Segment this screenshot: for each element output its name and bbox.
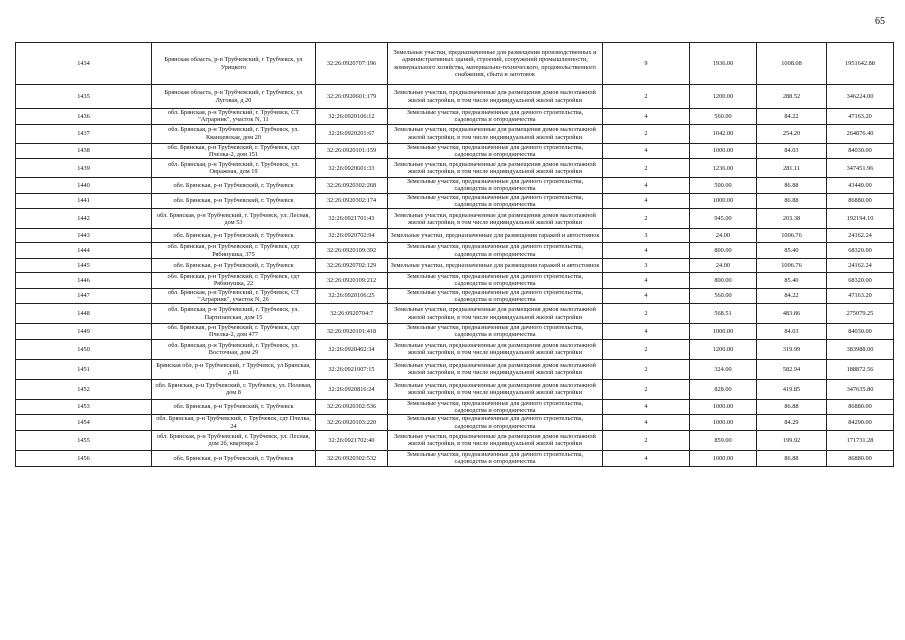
page-number: 65 xyxy=(875,16,885,27)
group-cell: 4 xyxy=(603,399,690,415)
group-cell: 4 xyxy=(603,415,690,431)
land-use-cell: Земельные участки, предназначенные для дачного строительства, садоводства и огородничества xyxy=(388,450,603,466)
row-number-cell: 1452 xyxy=(16,379,152,399)
specific-value-cell: 86.88 xyxy=(757,193,827,209)
cadastral-value-cell: 84290.00 xyxy=(827,415,894,431)
group-cell: 4 xyxy=(603,193,690,209)
cadastral-number-cell: 32:26:0921007:15 xyxy=(316,359,388,379)
row-number-cell: 1436 xyxy=(16,109,152,125)
land-use-cell: Земельные участки, предназначенные для дачного строительства, садоводства и огородничества xyxy=(388,399,603,415)
cadastral-number-cell: 32:26:0920109:392 xyxy=(316,243,388,259)
land-use-cell: Земельные участки, предназначенные для дачного строительства, садоводства и огородничества xyxy=(388,272,603,288)
cadastral-number-cell: 32:26:0920106:12 xyxy=(316,109,388,125)
address-cell: обл. Брянская, р-н Трубчевский, г. Трубчевск, ул. Лесная, дом 53 xyxy=(152,209,316,229)
area-cell: 560.00 xyxy=(690,109,757,125)
row-number-cell: 1442 xyxy=(16,209,152,229)
cadastral-number-cell: 32:26:0920109:212 xyxy=(316,272,388,288)
area-cell: 324.00 xyxy=(690,359,757,379)
specific-value-cell: 582.94 xyxy=(757,359,827,379)
cadastral-number-cell: 32:26:0920201:67 xyxy=(316,124,388,143)
row-number-cell: 1445 xyxy=(16,258,152,272)
cadastral-value-cell: 86880.00 xyxy=(827,193,894,209)
group-cell: 3 xyxy=(603,258,690,272)
specific-value-cell: 483.86 xyxy=(757,304,827,324)
land-use-cell: Земельные участки, предназначенные для дачного строительства, садоводства и огородничества xyxy=(388,143,603,159)
cadastral-number-cell: 32:26:0920302:532 xyxy=(316,450,388,466)
address-cell: обл. Брянская, р-н Трубчевский, г. Трубчевск xyxy=(152,229,316,243)
cadastral-value-cell: 86880.00 xyxy=(827,450,894,466)
specific-value-cell: 281.11 xyxy=(757,159,827,178)
address-cell: обл. Брянская, р-н Трубчевский, г. Трубчевск, сдт Рябинушка, 22 xyxy=(152,272,316,288)
area-cell: 1200.00 xyxy=(690,339,757,359)
table-row xyxy=(16,399,894,415)
cadastral-value-cell: 171731.28 xyxy=(827,430,894,450)
group-cell: 9 xyxy=(603,43,690,85)
area-cell: 1936.00 xyxy=(690,43,757,85)
row-number-cell: 1440 xyxy=(16,178,152,194)
table-row xyxy=(16,159,894,178)
land-use-cell: Земельные участки, предназначенные для размещения домов малоэтажной жилой застройки, в том числе индивидуальной жилой застройки xyxy=(388,359,603,379)
cadastral-value-cell: 86880.00 xyxy=(827,399,894,415)
land-use-cell: Земельные участки, предназначенные для размещения домов малоэтажной жилой застройки, в том числе индивидуальной жилой застройки xyxy=(388,430,603,450)
table-row xyxy=(16,324,894,340)
table-row xyxy=(16,229,894,243)
cadastral-value-cell: 188872.56 xyxy=(827,359,894,379)
table-row xyxy=(16,430,894,450)
cadastral-value-cell: 68320.00 xyxy=(827,243,894,259)
area-cell: 24.00 xyxy=(690,229,757,243)
specific-value-cell: 86.88 xyxy=(757,450,827,466)
group-cell: 2 xyxy=(603,430,690,450)
address-cell: Брянская обл, р-н Трубчевский, г Трубчевск, ул Брянская, д 81 xyxy=(152,359,316,379)
address-cell: обл. Брянская, р-н Трубчевский, г. Трубчевск xyxy=(152,450,316,466)
specific-value-cell: 1006.76 xyxy=(757,258,827,272)
address-cell: обл. Брянская, р-н Трубчевский, г. Трубчевск, сдт Пчелка-2, дом 151 xyxy=(152,143,316,159)
row-number-cell: 1447 xyxy=(16,288,152,304)
group-cell: 4 xyxy=(603,450,690,466)
land-use-cell: Земельные участки, предназначенные для размещения домов малоэтажной жилой застройки, в том числе индивидуальной жилой застройки xyxy=(388,339,603,359)
land-use-cell: Земельные участки, предназначенные для дачного строительства, садоводства и огородничества xyxy=(388,324,603,340)
area-cell: 500.00 xyxy=(690,178,757,194)
row-number-cell: 1453 xyxy=(16,399,152,415)
specific-value-cell: 86.88 xyxy=(757,178,827,194)
table-row xyxy=(16,339,894,359)
cadastral-number-cell: 32:26:0921702:40 xyxy=(316,430,388,450)
land-use-cell: Земельные участки, предназначенные для дачного строительства, садоводства и огородничества xyxy=(388,109,603,125)
group-cell: 4 xyxy=(603,143,690,159)
cadastral-number-cell: 32:26:0920106:25 xyxy=(316,288,388,304)
cadastral-number-cell: 32:26:0920704:7 xyxy=(316,304,388,324)
address-cell: обл. Брянская, р-н Трубчевский, г. Трубчевск, ул. Полевая, дом 8 xyxy=(152,379,316,399)
table-row xyxy=(16,178,894,194)
cadastral-number-cell: 32:26:0920101:418 xyxy=(316,324,388,340)
table-row xyxy=(16,415,894,431)
land-use-cell: Земельные участки, предназначенные для размещения производственных и административных зданий, строений, сооружений промышленности, коммунального хозяйства, материально-технического, продовольственного снабжения, сбыта и заготовок xyxy=(388,43,603,85)
cadastral-value-cell: 264876.40 xyxy=(827,124,894,143)
table-body xyxy=(16,43,894,467)
table-row xyxy=(16,43,894,85)
specific-value-cell: 319.99 xyxy=(757,339,827,359)
address-cell: обл. Брянская, р-н Трубчевский, г. Трубчевск xyxy=(152,178,316,194)
row-number-cell: 1451 xyxy=(16,359,152,379)
cadastral-value-cell: 24162.24 xyxy=(827,229,894,243)
group-cell: 2 xyxy=(603,85,690,109)
land-use-cell: Земельные участки, предназначенные для дачного строительства, садоводства и огородничества xyxy=(388,288,603,304)
row-number-cell: 1446 xyxy=(16,272,152,288)
cadastral-value-cell: 383988.00 xyxy=(827,339,894,359)
cadastral-value-cell: 68320.00 xyxy=(827,272,894,288)
specific-value-cell: 84.03 xyxy=(757,324,827,340)
address-cell: обл. Брянская, р-н Трубчевский, г. Трубчевск, сдт Пчелка-2, дом 477 xyxy=(152,324,316,340)
address-cell: обл. Брянская, р-н Трубчевский, г. Трубчевск xyxy=(152,399,316,415)
cadastral-value-cell: 84030.00 xyxy=(827,143,894,159)
specific-value-cell: 85.40 xyxy=(757,272,827,288)
row-number-cell: 1434 xyxy=(16,43,152,85)
area-cell: 800.00 xyxy=(690,243,757,259)
table-row xyxy=(16,193,894,209)
table-row xyxy=(16,243,894,259)
cadastral-number-cell: 32:26:0920601:179 xyxy=(316,85,388,109)
cadastral-number-cell: 32:26:0920707:196 xyxy=(316,43,388,85)
area-cell: 1000.00 xyxy=(690,450,757,466)
group-cell: 4 xyxy=(603,324,690,340)
specific-value-cell: 203.38 xyxy=(757,209,827,229)
cadastral-value-cell: 47163.20 xyxy=(827,288,894,304)
group-cell: 4 xyxy=(603,288,690,304)
specific-value-cell: 84.22 xyxy=(757,288,827,304)
row-number-cell: 1454 xyxy=(16,415,152,431)
row-number-cell: 1439 xyxy=(16,159,152,178)
area-cell: 1042.00 xyxy=(690,124,757,143)
cadastral-value-cell: 347451.96 xyxy=(827,159,894,178)
address-cell: обл. Брянская, р-н Трубчевский, г. Трубчевск, ул. Овражная, дом 19 xyxy=(152,159,316,178)
row-number-cell: 1438 xyxy=(16,143,152,159)
area-cell: 828.00 xyxy=(690,379,757,399)
group-cell: 2 xyxy=(603,339,690,359)
cadastral-number-cell: 32:26:0920302:536 xyxy=(316,399,388,415)
group-cell: 4 xyxy=(603,243,690,259)
specific-value-cell: 1008.08 xyxy=(757,43,827,85)
address-cell: обл. Брянская, р-н Трубчевский, г. Трубчевск, ул. Лесная, дом 2б, квартира 2 xyxy=(152,430,316,450)
specific-value-cell: 84.22 xyxy=(757,109,827,125)
area-cell: 1236.00 xyxy=(690,159,757,178)
group-cell: 4 xyxy=(603,272,690,288)
group-cell: 4 xyxy=(603,178,690,194)
land-use-cell: Земельные участки, предназначенные для размещения домов малоэтажной жилой застройки, в том числе индивидуальной жилой застройки xyxy=(388,379,603,399)
address-cell: обл. Брянская, р-н Трубчевский, г. Трубчевск, сдт Пчелка, 24 xyxy=(152,415,316,431)
land-use-cell: Земельные участки, предназначенные для дачного строительства, садоводства и огородничества xyxy=(388,243,603,259)
cadastral-number-cell: 32:26:0920702:94 xyxy=(316,229,388,243)
specific-value-cell: 419.85 xyxy=(757,379,827,399)
land-use-cell: Земельные участки, предназначенные для размещения гаражей и автостоянок xyxy=(388,258,603,272)
cadastral-value-cell: 275079.25 xyxy=(827,304,894,324)
area-cell: 1000.00 xyxy=(690,415,757,431)
cadastral-value-cell: 192194.10 xyxy=(827,209,894,229)
address-cell: Брянская область, р-н Трубчевский, г Трубчевск, ул Луговая, д 20 xyxy=(152,85,316,109)
area-cell: 1000.00 xyxy=(690,324,757,340)
group-cell: 2 xyxy=(603,304,690,324)
area-cell: 1200.00 xyxy=(690,85,757,109)
land-use-cell: Земельные участки, предназначенные для размещения домов малоэтажной жилой застройки, в том числе индивидуальной жилой застройки xyxy=(388,159,603,178)
group-cell: 2 xyxy=(603,124,690,143)
area-cell: 800.00 xyxy=(690,272,757,288)
land-use-cell: Земельные участки, предназначенные для дачного строительства, садоводства и огородничества xyxy=(388,178,603,194)
table-row xyxy=(16,288,894,304)
area-cell: 560.00 xyxy=(690,288,757,304)
group-cell: 2 xyxy=(603,209,690,229)
area-cell: 1000.00 xyxy=(690,399,757,415)
land-use-cell: Земельные участки, предназначенные для размещения домов малоэтажной жилой застройки, в том числе индивидуальной жилой застройки xyxy=(388,124,603,143)
table-row xyxy=(16,124,894,143)
land-use-cell: Земельные участки, предназначенные для размещения домов малоэтажной жилой застройки, в том числе индивидуальной жилой застройки xyxy=(388,209,603,229)
cadastral-number-cell: 32:26:0920302:174 xyxy=(316,193,388,209)
table-row xyxy=(16,258,894,272)
cadastral-value-table xyxy=(15,42,894,467)
table-row xyxy=(16,304,894,324)
specific-value-cell: 199.92 xyxy=(757,430,827,450)
row-number-cell: 1449 xyxy=(16,324,152,340)
cadastral-value-cell: 1951642.88 xyxy=(827,43,894,85)
address-cell: обл. Брянская, р-н Трубчевский, г. Трубчевск, сдт Рябинушка, 375 xyxy=(152,243,316,259)
cadastral-number-cell: 32:26:0920101:159 xyxy=(316,143,388,159)
group-cell: 2 xyxy=(603,379,690,399)
table-row xyxy=(16,109,894,125)
area-cell: 24.00 xyxy=(690,258,757,272)
specific-value-cell: 85.40 xyxy=(757,243,827,259)
address-cell: обл. Брянская, р-н Трубчевский, г. Трубчевск, СТ "Аграрник", участок N, 26 xyxy=(152,288,316,304)
specific-value-cell: 86.88 xyxy=(757,399,827,415)
area-cell: 1000.00 xyxy=(690,193,757,209)
row-number-cell: 1441 xyxy=(16,193,152,209)
specific-value-cell: 84.03 xyxy=(757,143,827,159)
row-number-cell: 1456 xyxy=(16,450,152,466)
land-use-cell: Земельные участки, предназначенные для дачного строительства, садоводства и огородничества xyxy=(388,415,603,431)
address-cell: обл. Брянская, р-н Трубчевский, г. Трубчевск, ул. Восточная, дом 29 xyxy=(152,339,316,359)
cadastral-value-cell: 24162.24 xyxy=(827,258,894,272)
group-cell: 3 xyxy=(603,229,690,243)
table-row xyxy=(16,272,894,288)
cadastral-number-cell: 32:26:0920702:129 xyxy=(316,258,388,272)
area-cell: 945.00 xyxy=(690,209,757,229)
table-row xyxy=(16,379,894,399)
group-cell: 2 xyxy=(603,359,690,379)
row-number-cell: 1443 xyxy=(16,229,152,243)
land-use-cell: Земельные участки, предназначенные для размещения домов малоэтажной жилой застройки, в том числе индивидуальной жилой застройки xyxy=(388,304,603,324)
cadastral-number-cell: 32:26:0921701:43 xyxy=(316,209,388,229)
row-number-cell: 1455 xyxy=(16,430,152,450)
cadastral-number-cell: 32:26:0920302:268 xyxy=(316,178,388,194)
cadastral-value-cell: 346224.00 xyxy=(827,85,894,109)
table-row xyxy=(16,359,894,379)
group-cell: 2 xyxy=(603,159,690,178)
cadastral-value-cell: 347635.80 xyxy=(827,379,894,399)
area-cell: 568.51 xyxy=(690,304,757,324)
table-row xyxy=(16,209,894,229)
area-cell: 859.00 xyxy=(690,430,757,450)
cadastral-number-cell: 32:26:0920402:34 xyxy=(316,339,388,359)
specific-value-cell: 1006.76 xyxy=(757,229,827,243)
cadastral-value-cell: 43440.00 xyxy=(827,178,894,194)
cadastral-value-cell: 47163.20 xyxy=(827,109,894,125)
area-cell: 1000.00 xyxy=(690,143,757,159)
table-row xyxy=(16,450,894,466)
row-number-cell: 1450 xyxy=(16,339,152,359)
address-cell: обл. Брянская, р-н Трубчевский, г. Трубчевск xyxy=(152,258,316,272)
cadastral-value-cell: 84030.00 xyxy=(827,324,894,340)
cadastral-number-cell: 32:26:0920103:220 xyxy=(316,415,388,431)
address-cell: обл. Брянская, р-н Трубчевский, г. Трубчевск, ул. Кванцевская, дом 20 xyxy=(152,124,316,143)
cadastral-number-cell: 32:26:0920601:33 xyxy=(316,159,388,178)
row-number-cell: 1448 xyxy=(16,304,152,324)
row-number-cell: 1444 xyxy=(16,243,152,259)
specific-value-cell: 288.52 xyxy=(757,85,827,109)
specific-value-cell: 254.20 xyxy=(757,124,827,143)
row-number-cell: 1435 xyxy=(16,85,152,109)
address-cell: обл. Брянская, р-н Трубчевский, г. Трубчевск, СТ "Аграрник", участок N, 11 xyxy=(152,109,316,125)
land-use-cell: Земельные участки, предназначенные для размещения домов малоэтажной жилой застройки, в том числе индивидуальной жилой застройки xyxy=(388,85,603,109)
specific-value-cell: 84.29 xyxy=(757,415,827,431)
table-row xyxy=(16,85,894,109)
land-use-cell: Земельные участки, предназначенные для дачного строительства, садоводства и огородничества xyxy=(388,193,603,209)
group-cell: 4 xyxy=(603,109,690,125)
address-cell: обл. Брянская, р-н Трубчевский, г. Трубчевск, ул. Партизанская, дом 15 xyxy=(152,304,316,324)
cadastral-number-cell: 32:26:0920816:24 xyxy=(316,379,388,399)
table-row xyxy=(16,143,894,159)
address-cell: Брянская область, р-н Трубчевский, г Трубчевск, ул Урицкого xyxy=(152,43,316,85)
land-use-cell: Земельные участки, предназначенные для размещения гаражей и автостоянок xyxy=(388,229,603,243)
address-cell: обл. Брянская, р-н Трубчевский, г. Трубчевск xyxy=(152,193,316,209)
row-number-cell: 1437 xyxy=(16,124,152,143)
